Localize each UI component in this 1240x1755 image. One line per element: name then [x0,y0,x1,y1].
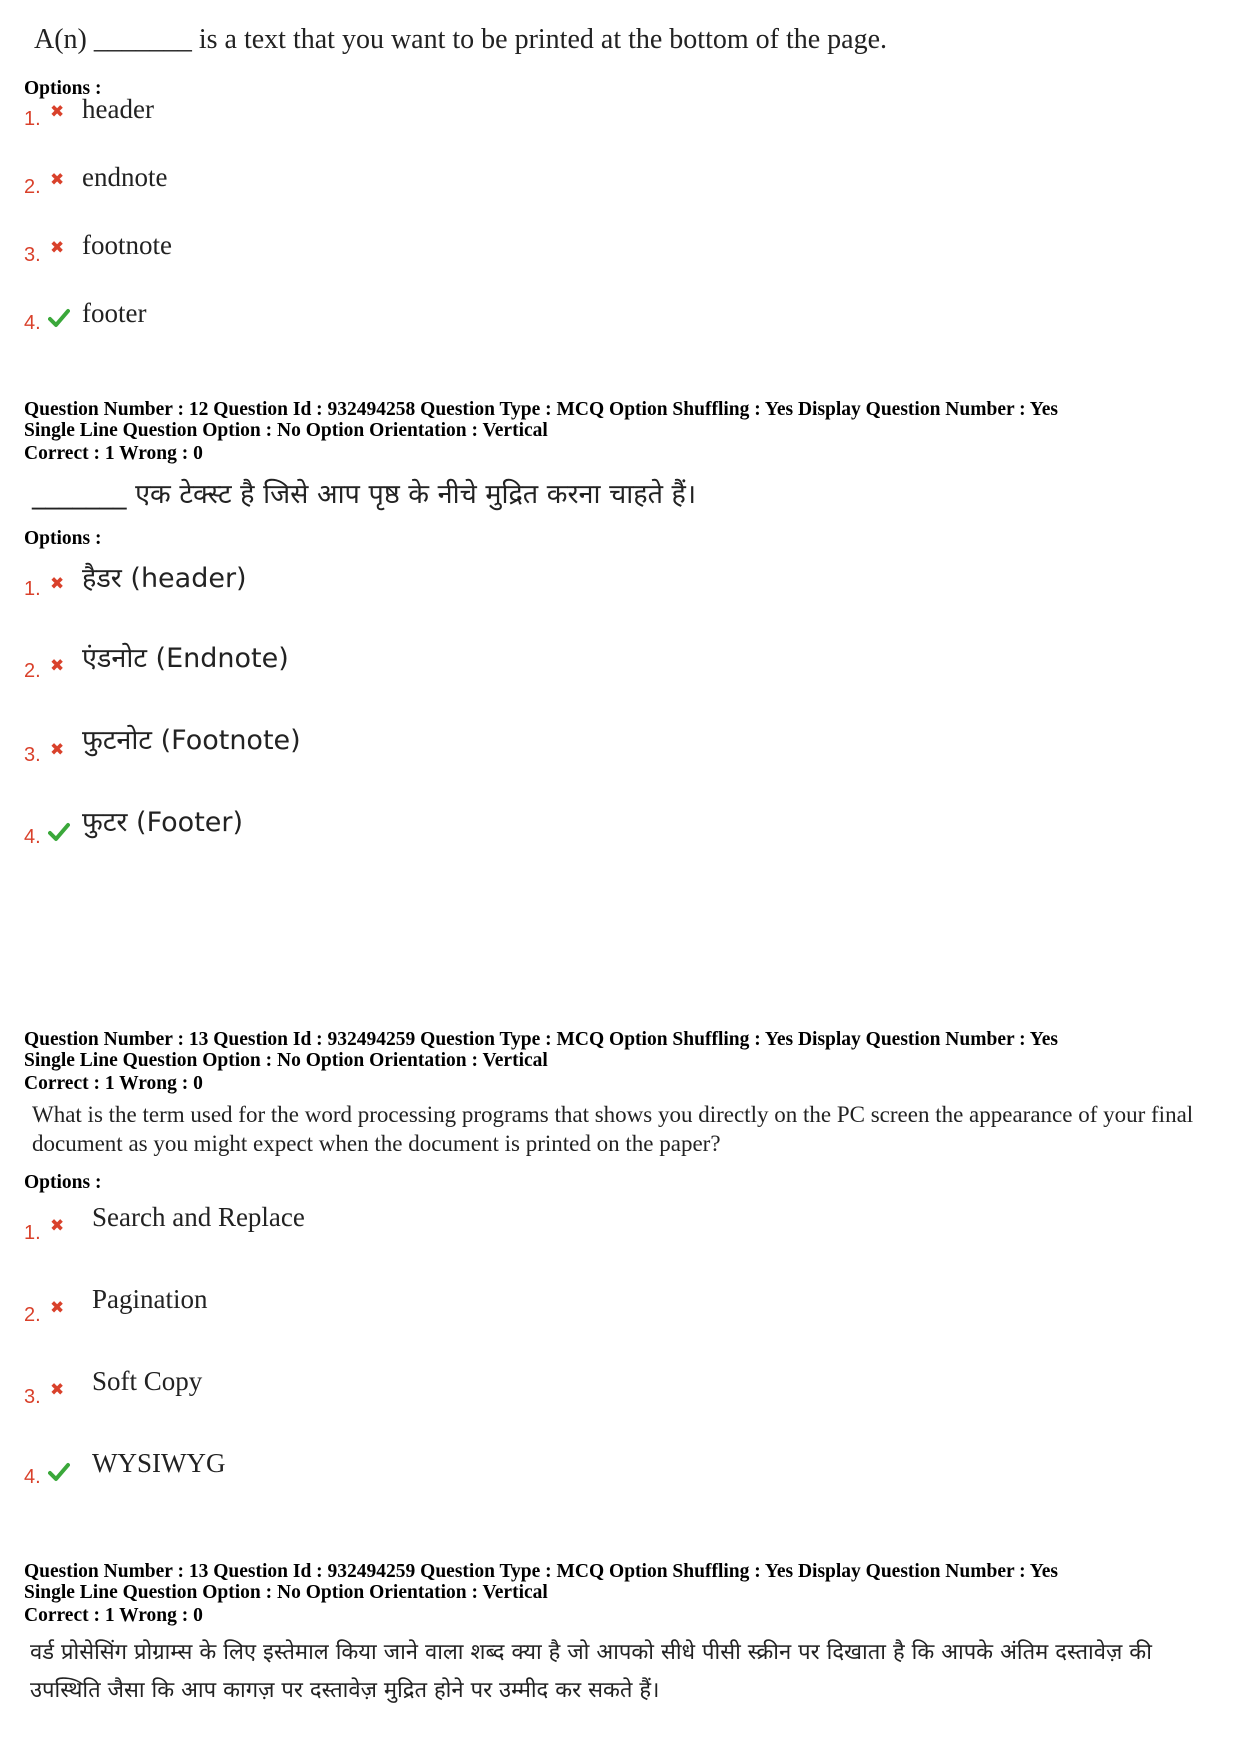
option-text: Search and Replace [92,1202,305,1232]
option-number: 2. [24,660,41,682]
cross-icon: ✖ [50,740,65,760]
options-label: Options : [24,1172,102,1193]
cross-icon: ✖ [50,1298,65,1318]
option-number: 2. [24,176,41,198]
cross-icon: ✖ [50,574,65,594]
cross-icon: ✖ [50,170,65,190]
checkmark-icon [48,822,70,842]
option-number: 4. [24,1466,41,1488]
marks-info: Correct : 1 Wrong : 0 [24,443,203,464]
marks-info: Correct : 1 Wrong : 0 [24,1073,203,1094]
option-text: header [82,94,154,124]
question-meta [24,1561,1224,1603]
checkmark-icon [48,1462,70,1482]
cross-icon: ✖ [50,656,65,676]
option-text: endnote [82,162,168,192]
cross-icon: ✖ [50,238,65,258]
question-text: What is the term used for the word processing programs that shows you directly on the PC screen the appearance of your final document as you might expect when the document is printed on the paper? [32,1102,1194,1156]
meta-line: Question Number : 13 Question Id : 932494259 Question Type : MCQ Option Shuffling : Yes Display Question Number : Yes [24,1561,1058,1582]
option-number: 3. [24,1386,41,1408]
option-text: footnote [82,230,172,260]
meta-line: Question Number : 12 Question Id : 932494258 Question Type : MCQ Option Shuffling : Yes Display Question Number : Yes [24,399,1058,420]
meta-line: Question Number : 13 Question Id : 932494259 Question Type : MCQ Option Shuffling : Yes Display Question Number : Yes [24,1029,1058,1050]
meta-line: Single Line Question Option : No Option Orientation : Vertical [24,1582,548,1603]
question-text: _______ एक टेक्स्ट है जिसे आप पृष्ठ के नीचे मुद्रित करना चाहते हैं। [32,479,697,510]
checkmark-icon [48,308,70,328]
option-text: फुटर (Footer) [82,807,244,838]
option-text: Pagination [92,1284,208,1314]
option-text: Soft Copy [92,1366,203,1396]
option-text: footer [82,298,147,328]
option-number: 2. [24,1304,41,1326]
option-number: 3. [24,744,41,766]
marks-info: Correct : 1 Wrong : 0 [24,1605,203,1626]
option-number: 1. [24,1222,41,1244]
option-number: 1. [24,578,41,600]
question-meta [24,399,1224,441]
option-text: फुटनोट (Footnote) [82,725,301,756]
cross-icon: ✖ [50,102,65,122]
question-text: वर्ड प्रोसेसिंग प्रोग्राम्स के लिए इस्तेमाल किया जाने वाला शब्द क्या है जो आपको सीधे पीसी स्क्रीन पर दिखाता है कि आपके अंतिम दस्तावेज़ की उपस्थिति जैसा कि आप कागज़ पर दस्तावेज़ मुद्रित होने पर उम्मीद कर सकते हैं। [30,1640,1152,1703]
option-number: 4. [24,312,41,334]
question-meta [24,1029,1224,1071]
question-text: A(n) _______ is a text that you want to be printed at the bottom of the page. [34,24,888,55]
option-text: एंडनोट (Endnote) [82,643,289,674]
options-label: Options : [24,78,102,99]
option-number: 1. [24,108,41,130]
meta-line: Single Line Question Option : No Option Orientation : Vertical [24,420,548,441]
cross-icon: ✖ [50,1380,65,1400]
option-text: हैडर (header) [82,563,247,594]
meta-line: Single Line Question Option : No Option Orientation : Vertical [24,1050,548,1071]
option-number: 3. [24,244,41,266]
option-text: WYSIWYG [92,1448,226,1478]
cross-icon: ✖ [50,1216,65,1236]
option-number: 4. [24,826,41,848]
options-label: Options : [24,528,102,549]
